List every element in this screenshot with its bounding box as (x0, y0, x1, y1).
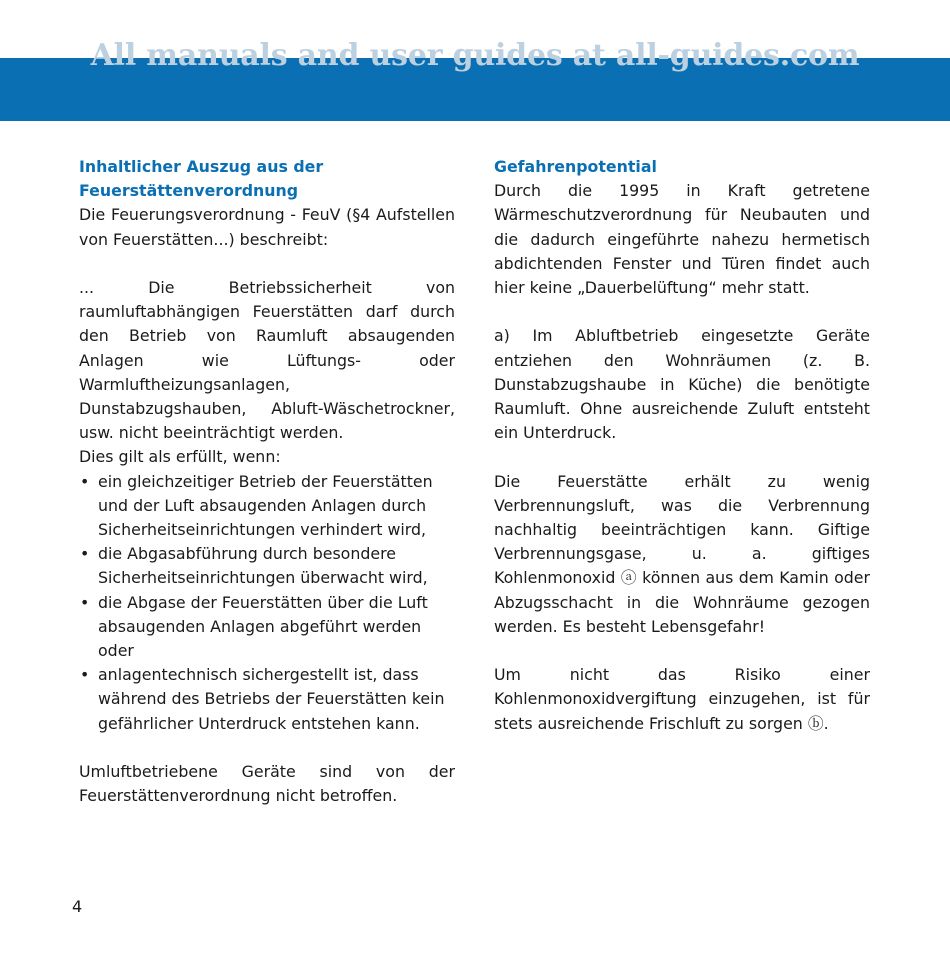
section-heading-line2: Feuerstättenverordnung (79, 181, 299, 201)
paragraph: Um nicht das Risiko einer Kohlenmonoxidvergiftung einzugehen, ist für stets ausreichende Frischluft zu sorgen ⓑ. (494, 665, 870, 733)
paragraph: Die Feuerstätte erhält zu wenig Verbrennungsluft, was die Verbrennung nachhaltig beeinträchtigen kann. Giftige Verbrennungsgase, u. a. giftiges Kohlenmonoxid ⓐ können aus dem Kamin oder Abzugsschacht in die Wohnräume gezogen werden. Es besteht Lebensgefahr! (494, 471, 870, 636)
closing-paragraph: Umluftbetriebene Geräte sind von der Feuerstättenverordnung nicht betroffen. (79, 762, 455, 806)
watermark-text: All manuals and user guides at all-guides.com (90, 38, 860, 73)
language-badge: D (81, 135, 119, 159)
list-item: • anlagentechnisch sichergestellt ist, dass während des Betriebs der Feuerstätten kein gefährlicher Unterdruck entstehen kann. (79, 663, 455, 736)
quote-paragraph: ... Die Betriebssicherheit von raumluftabhängigen Feuerstätten darf durch den Betrieb von Raumluft absaugenden Anlagen wie Lüftungs- oder Warmluftheizungsanlagen, Dunstabzugshauben, Abluft-Wäschetrockner, usw. nicht beeinträchtigt werden. (79, 278, 455, 443)
section-heading: Gefahrenpotential (494, 157, 657, 176)
paragraph: a) Im Abluftbetrieb eingesetzte Geräte entziehen den Wohnräumen (z. B. Dunstabzugshaube in Küche) die benötigte Raumluft. Ohne ausreichende Zuluft entsteht ein Unterdruck. (494, 326, 870, 443)
list-item: • die Abgasabführung durch besondere Sicherheitseinrichtungen überwacht wird, (79, 542, 455, 590)
page-number: 4 (72, 897, 83, 916)
paragraph: Durch die 1995 in Kraft getretene Wärmeschutzverordnung für Neubauten und die dadurch eingeführte nahezu hermetisch abdichtenden Fenster und Türen findet auch hier keine „Dauerbelüftung“ mehr statt. (494, 181, 870, 298)
list-item: • ein gleichzeitiger Betrieb der Feuerstätten und der Luft absaugenden Anlagen durch Sicherheitseinrichtungen verhindert wird, (79, 470, 455, 543)
right-column (494, 155, 870, 736)
intro-paragraph: Die Feuerungsverordnung - FeuV (§4 Aufstellen von Feuerstätten...) beschreibt: (79, 205, 455, 249)
section-heading-line1: Inhaltlicher Auszug aus der (79, 157, 324, 176)
left-column (79, 155, 455, 808)
condition-line: Dies gilt als erfüllt, wenn: (79, 447, 281, 467)
condition-list (79, 470, 455, 736)
list-item: • die Abgase der Feuerstätten über die Luft absaugenden Anlagen abgeführt werden oder (79, 591, 455, 664)
